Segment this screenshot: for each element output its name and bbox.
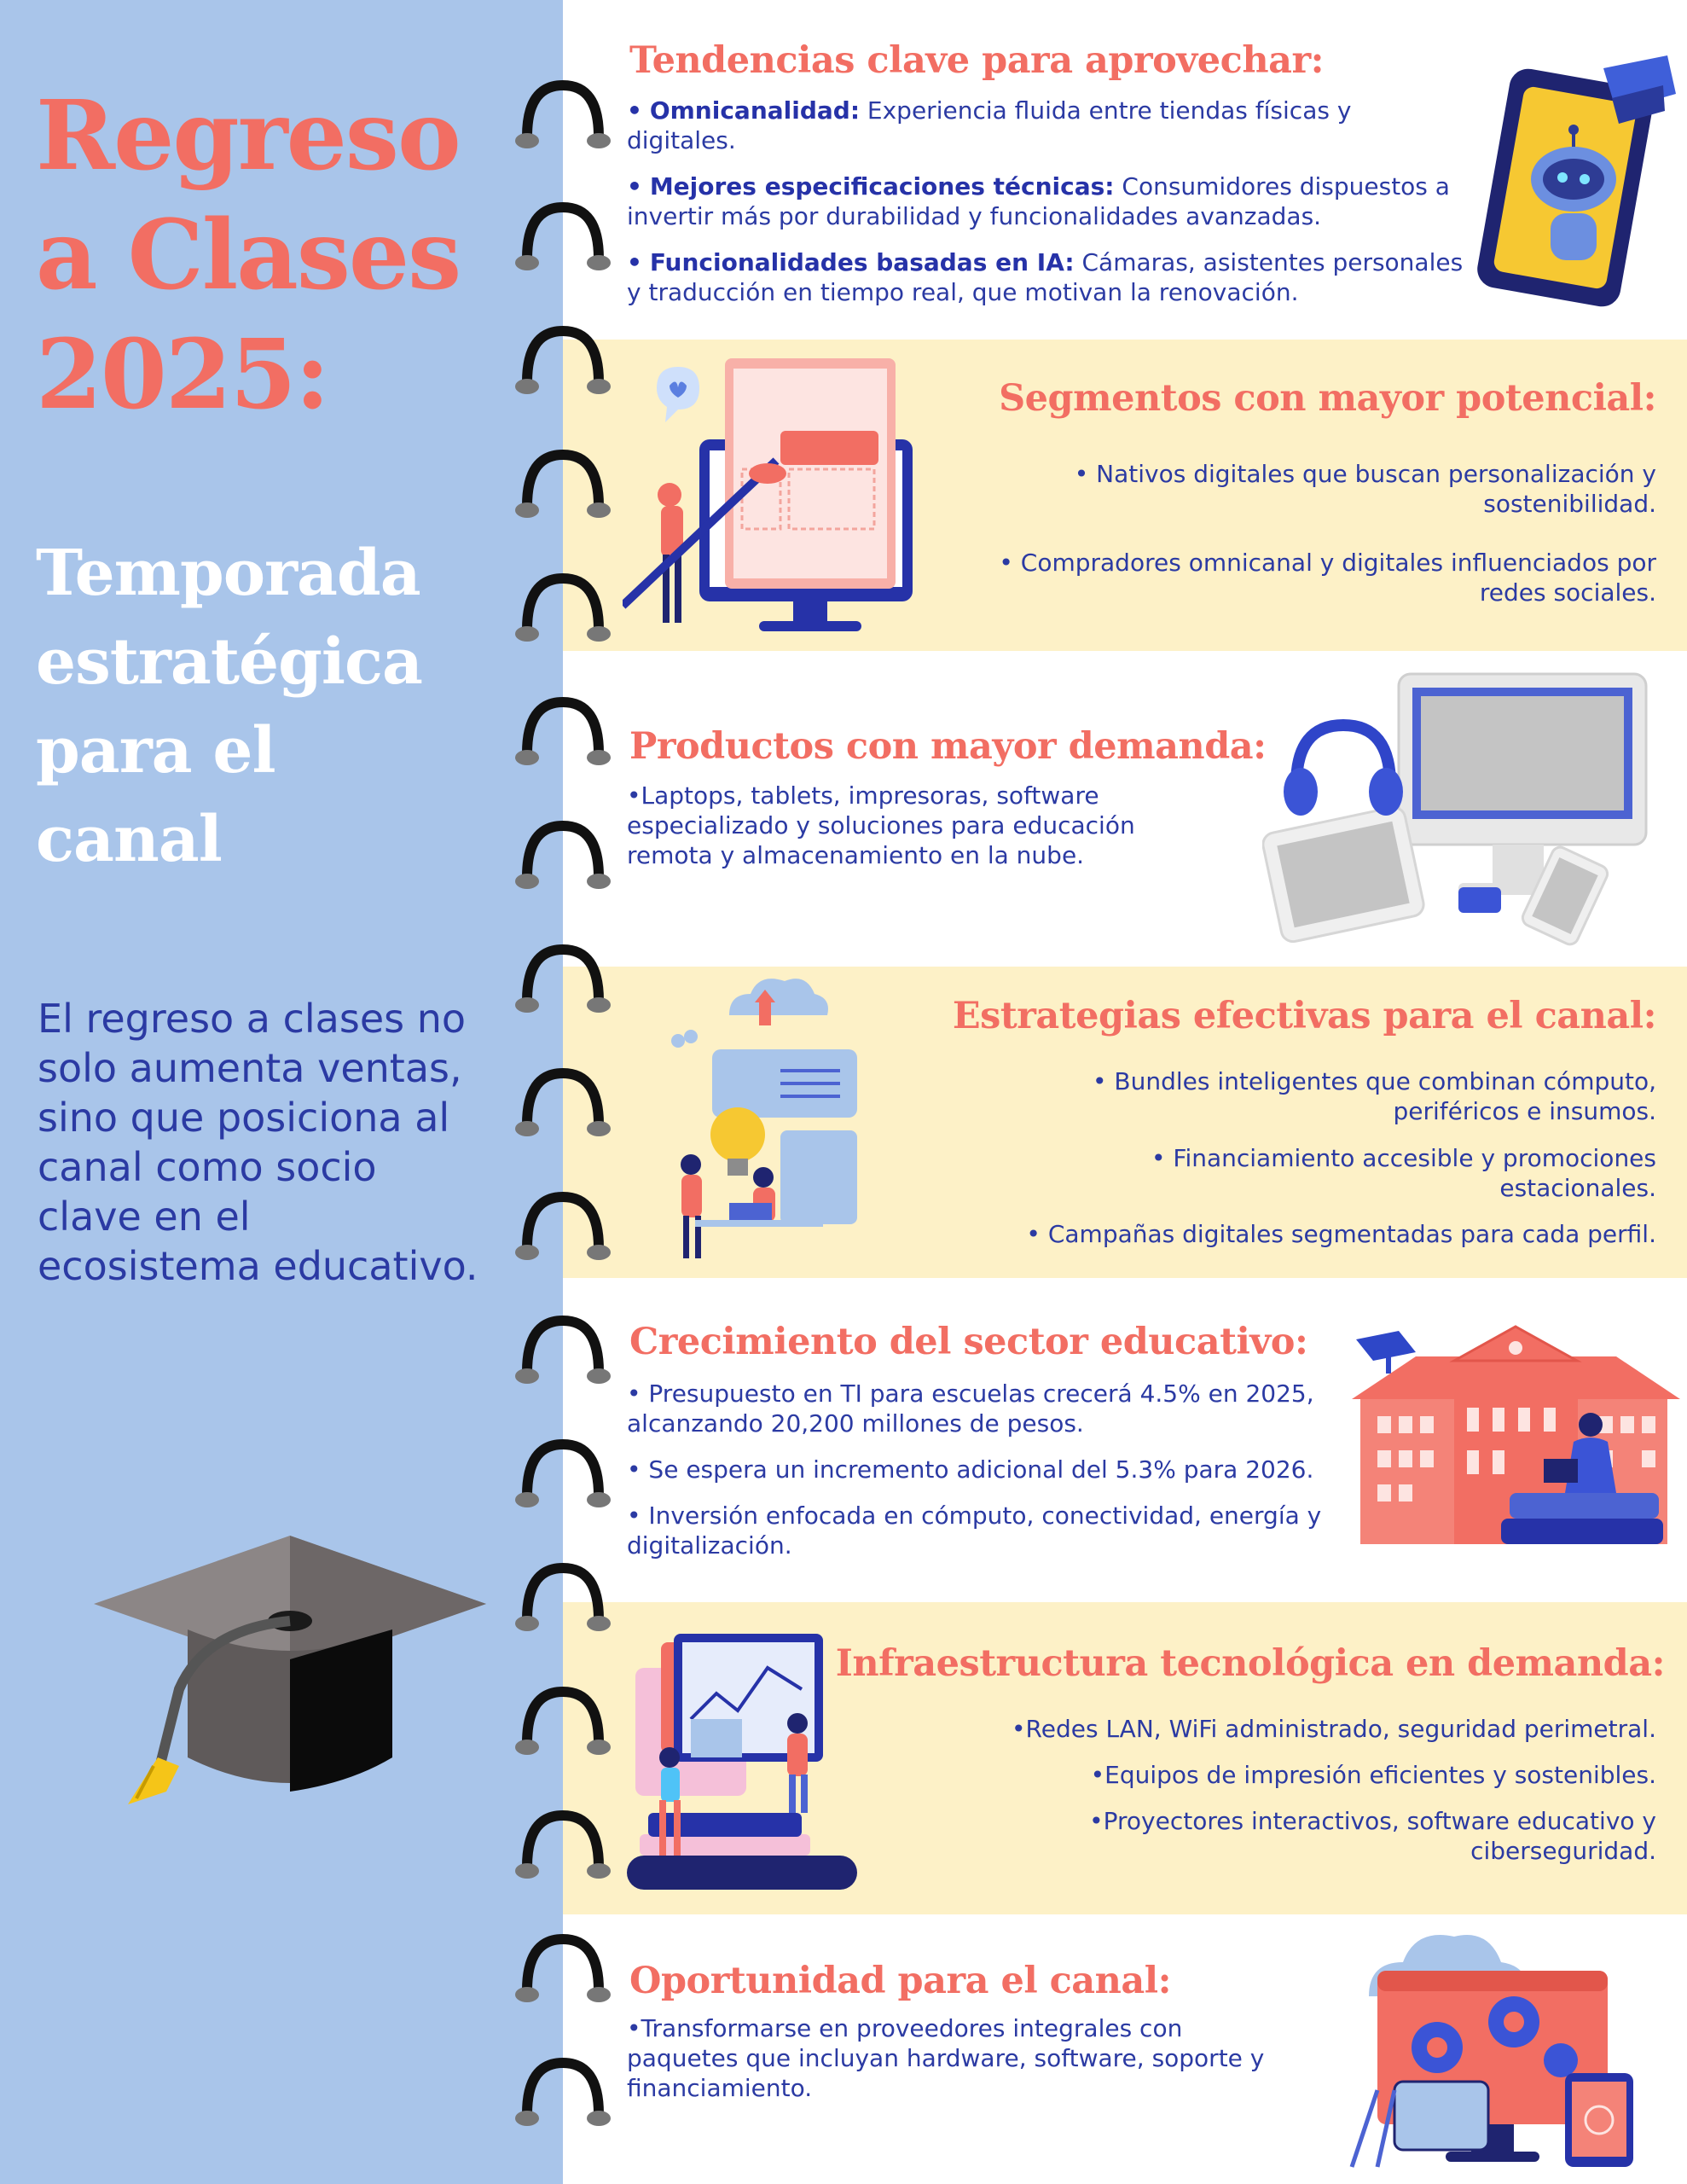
school-building-icon	[1352, 1314, 1680, 1570]
list-item: • Presupuesto en TI para escuelas crecerá 4.5% en 2025, alcanzando 20,200 millones de pesos.	[627, 1380, 1314, 1438]
main-title	[36, 77, 548, 435]
item-lead: Mejores especificaciones técnicas:	[649, 172, 1115, 200]
list-item: • Financiamiento accesible y promociones estacionales.	[1151, 1144, 1656, 1202]
robot-tablet-icon	[1475, 51, 1680, 307]
graduation-cap-icon	[77, 1527, 503, 1817]
notebook-ring-icon	[512, 446, 614, 523]
item-text: Consumidores dispuestos a invertir más por durabilidad y funcionalidades avanzadas.	[627, 172, 1450, 230]
designer-monitor-icon	[623, 350, 930, 640]
notebook-ring-icon	[512, 1560, 614, 1636]
main-title-line: 2025:	[36, 319, 329, 431]
team-idea-icon	[661, 973, 874, 1271]
list-item: •Proyectores interactivos, software educativo y ciberseguridad.	[1089, 1807, 1656, 1865]
notebook-ring-icon	[512, 817, 614, 894]
notebook-ring-icon	[512, 1931, 614, 2007]
sidebar	[0, 0, 563, 2184]
subtitle-line: Temporada	[36, 537, 420, 610]
subtitle	[36, 529, 513, 884]
main-title-line: a Clases	[36, 200, 461, 311]
section-title-productos: Productos con mayor demanda:	[629, 725, 1267, 768]
list-item: • Se espera un incremento adicional del 5.3% para 2026.	[627, 1455, 1314, 1484]
notebook-ring-icon	[512, 1188, 614, 1265]
list-item: •Laptops, tablets, impresoras, software especializado y soluciones para educación remota y almacenamiento en la nube.	[627, 781, 1135, 869]
notebook-ring-icon	[512, 1683, 614, 1760]
list-item	[627, 171, 1463, 231]
main-title-line: Regreso	[36, 80, 460, 192]
section-title-segmentos: Segmentos con mayor potencial:	[999, 377, 1656, 420]
notebook-ring-icon	[512, 941, 614, 1018]
bullet: •	[627, 172, 642, 200]
bullet: •	[627, 248, 642, 276]
notebook-ring-icon	[512, 1807, 614, 1884]
notebook-ring-icon	[512, 1065, 614, 1141]
notebook-ring-icon	[512, 77, 614, 154]
subtitle-line: canal	[36, 803, 222, 876]
list-item: • Campañas digitales segmentadas para cada perfil.	[1026, 1220, 1656, 1248]
subtitle-line: para el	[36, 714, 275, 787]
subtitle-line: estratégica	[36, 625, 422, 699]
devices-icon	[1262, 665, 1663, 947]
section-title-oportunidad: Oportunidad para el canal:	[629, 1960, 1172, 2002]
list-item	[627, 247, 1471, 307]
list-item	[627, 96, 1463, 155]
list-item: • Inversión enfocada en cómputo, conectividad, energía y digitalización.	[627, 1502, 1322, 1560]
notebook-ring-icon	[512, 694, 614, 770]
section-title-estrategias: Estrategias efectivas para el canal:	[952, 995, 1656, 1037]
list-item: • Nativos digitales que buscan personalización y sostenibilidad.	[1074, 460, 1656, 518]
notebook-ring-icon	[512, 570, 614, 647]
item-lead: Omnicanalidad:	[649, 96, 861, 125]
intro-text: El regreso a clases no solo aumenta ventas, sino que posiciona al canal como socio clave en el ecosistema educativo.	[38, 996, 478, 1289]
list-item: • Bundles inteligentes que combinan cómputo, periféricos e insumos.	[1093, 1067, 1656, 1125]
notebook-ring-icon	[512, 199, 614, 276]
notebook-ring-icon	[512, 2054, 614, 2131]
list-item: • Compradores omnicanal y digitales influenciados por redes sociales.	[999, 549, 1656, 607]
cloud-gears-computer-icon	[1343, 1920, 1650, 2175]
item-text: Cámaras, asistentes personales y traducción en tiempo real, que motivan la renovación.	[627, 248, 1464, 306]
notebook-rings	[512, 0, 623, 2184]
section-title-crecimiento: Crecimiento del sector educativo:	[629, 1321, 1308, 1363]
item-lead: Funcionalidades basadas en IA:	[649, 248, 1075, 276]
section-title-tendencias: Tendencias clave para aprovechar:	[629, 39, 1324, 82]
notebook-ring-icon	[512, 1436, 614, 1513]
item-text: Experiencia fluida entre tiendas físicas y digitales.	[627, 96, 1352, 154]
list-item: •Redes LAN, WiFi administrado, seguridad perimetral.	[1012, 1715, 1656, 1743]
list-item: •Transformarse en proveedores integrales con paquetes que incluyan hardware, software, soporte y financiamiento.	[627, 2014, 1265, 2102]
notebook-ring-icon	[512, 1312, 614, 1389]
data-presentation-icon	[627, 1625, 866, 1898]
list-item: •Equipos de impresión eficientes y sostenibles.	[1090, 1761, 1656, 1789]
bullet: •	[627, 96, 642, 125]
section-title-infraestructura: Infraestructura tecnológica en demanda:	[835, 1642, 1665, 1685]
notebook-ring-icon	[512, 322, 614, 399]
